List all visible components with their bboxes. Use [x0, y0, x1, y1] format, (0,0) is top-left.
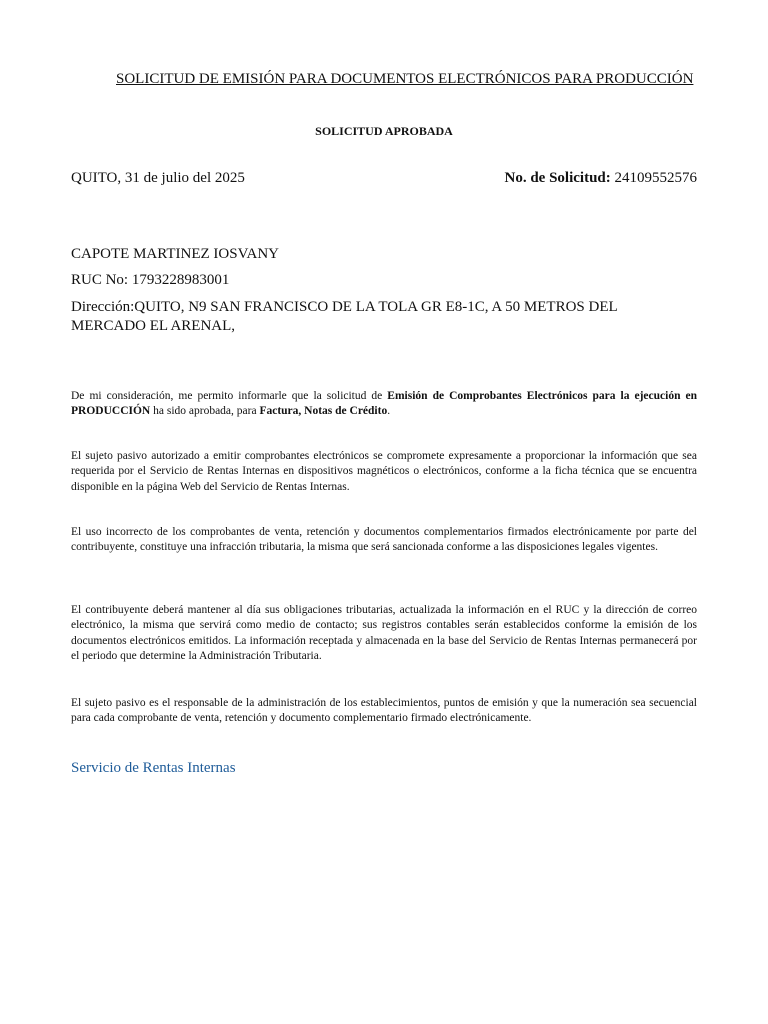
paragraph-bold-text: Factura, Notas de Crédito — [259, 405, 388, 418]
approval-status: SOLICITUD APROBADA — [315, 124, 453, 138]
signature-issuer: Servicio de Rentas Internas — [71, 760, 236, 776]
paragraph-text: . — [387, 405, 391, 418]
approval-paragraph — [71, 389, 697, 420]
request-number-value: 24109552576 — [614, 170, 697, 186]
paragraph-bold-text: Emisión de Comprobantes Electrónicos para la ejecución en PRODUCCIÓN — [71, 390, 697, 418]
recipient-address: Dirección:QUITO, N9 SAN FRANCISCO DE LA TOLA GR E8-1C, A 50 METROS DEL MERCADO EL ARENAL, — [71, 299, 618, 334]
document-title: SOLICITUD DE EMISIÓN PARA DOCUMENTOS ELECTRÓNICOS PARA PRODUCCIÓN — [116, 71, 694, 87]
paragraph-text: ha sido aprobada, para — [150, 405, 260, 418]
date-line: QUITO, 31 de julio del 2025 — [71, 170, 245, 186]
request-number — [504, 170, 697, 187]
request-number-label: No. de Solicitud: — [504, 170, 611, 186]
responsibility-paragraph: El sujeto pasivo es el responsable de la administración de los establecimientos, puntos de emisión y que la numeración sea secuencial para cada comprobante de venta, retención y documento complementario firmado electrónicamente. — [71, 697, 697, 725]
recipient-ruc: RUC No: 1793228983001 — [71, 272, 230, 288]
obligations-paragraph: El contribuyente deberá mantener al día sus obligaciones tributarias, actualizada la información en el RUC y la dirección de correo electrónico, la misma que servirá como medio de contacto; sus registros contables serán establecidos conforme la emisión de los documentos electrónicos emitidos. La información receptada y almacenada en la base del Servicio de Rentas Internas permanecerá por el periodo que determine la Administración Tributaria. — [71, 604, 697, 662]
infraction-paragraph: El uso incorrecto de los comprobantes de venta, retención y documentos complementarios firmados electrónicamente por parte del contribuyente, constituye una infracción tributaria, la misma que será sancionada conforme a las disposiciones legales vigentes. — [71, 526, 697, 554]
commitment-paragraph: El sujeto pasivo autorizado a emitir comprobantes electrónicos se compromete expresamente a proporcionar la información que sea requerida por el Servicio de Rentas Internas en dispositivos magnéticos o electrónicos, conforme a la ficha técnica que se encuentra disponible en la página Web del Servicio de Rentas Internas. — [71, 450, 697, 493]
recipient-name: CAPOTE MARTINEZ IOSVANY — [71, 246, 279, 262]
paragraph-text: De mi consideración, me permito informarle que la solicitud de — [71, 390, 388, 402]
